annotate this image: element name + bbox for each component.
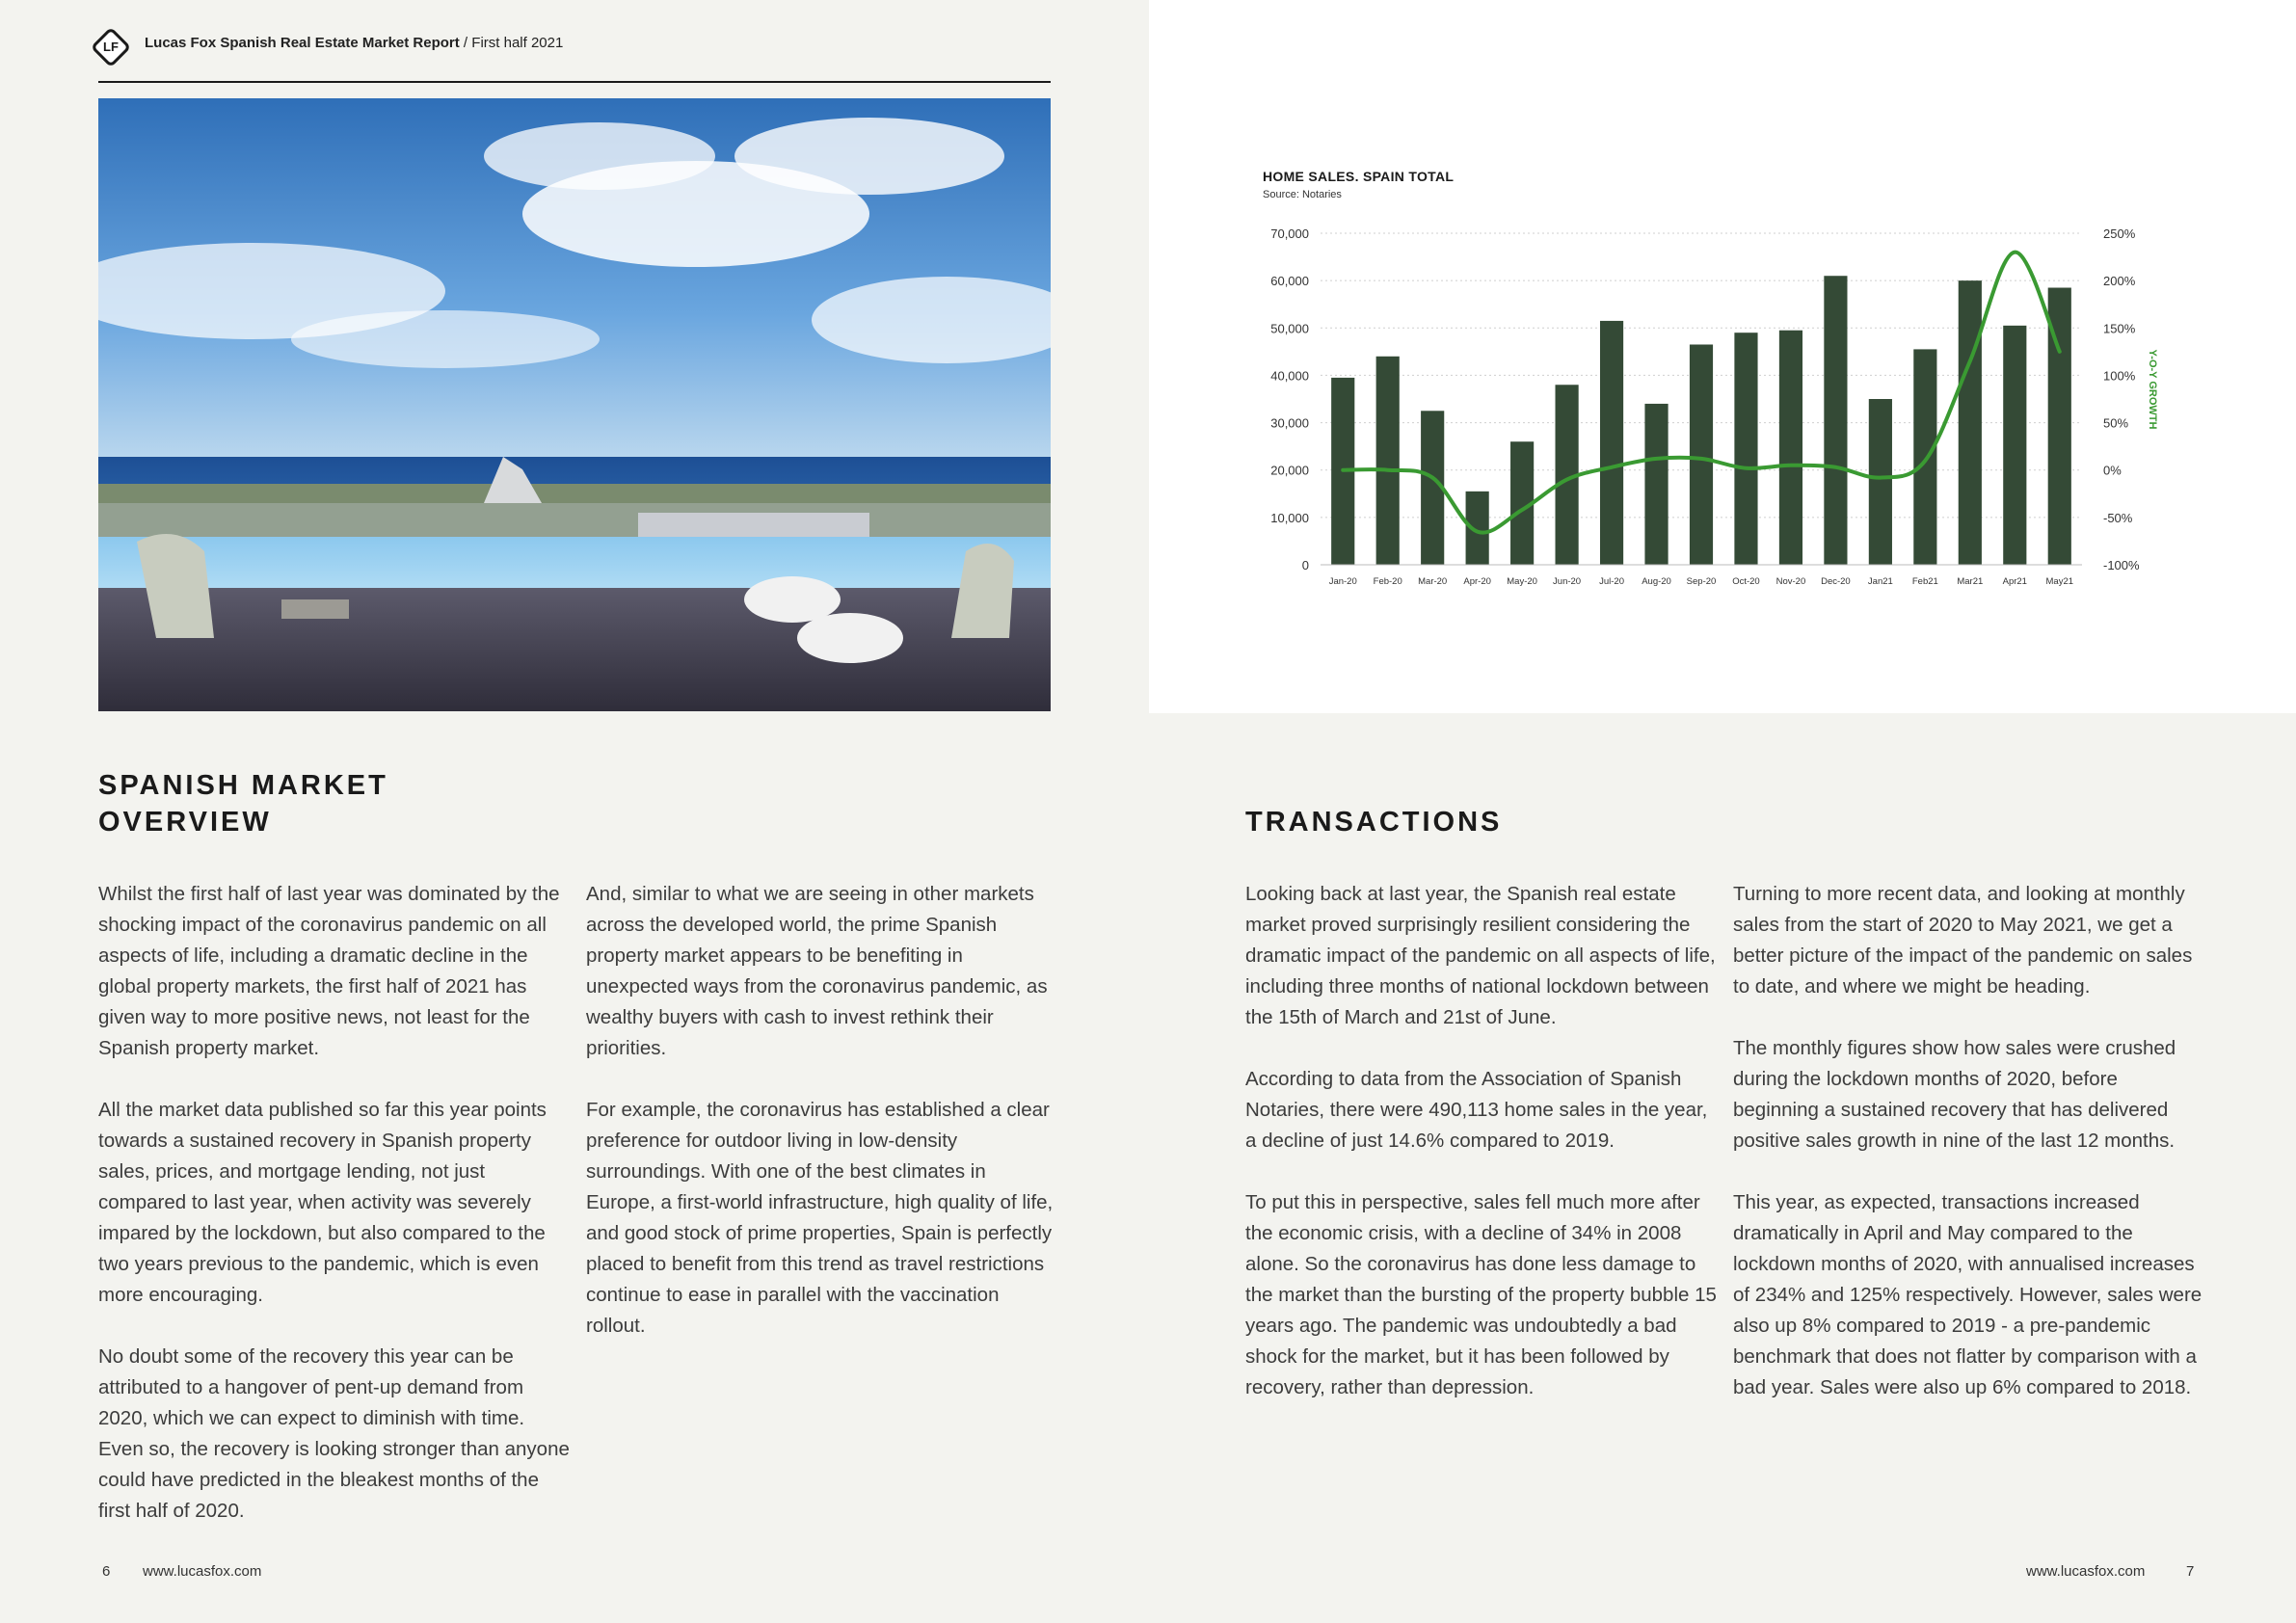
- bar: [1913, 349, 1936, 565]
- y2-tick-label: 200%: [2103, 274, 2136, 289]
- x-tick-label: May-20: [1507, 576, 1537, 587]
- y-tick-label: 50,000: [1270, 321, 1309, 336]
- bar: [1824, 276, 1847, 565]
- section-heading-market-overview: [98, 767, 388, 840]
- x-tick-label: Apr-20: [1463, 576, 1491, 587]
- bar: [1734, 333, 1757, 565]
- paragraph: To put this in perspective, sales fell much more after the economic crisis, with a decline of 34% in 2008 alone. So the coronavirus has done less damage to the market than the bursting of the property bubble 15 years ago. The pandemic was undoubtedly a bad shock for the market, but it has been followed by recovery, rather than depression.: [1245, 1191, 1717, 1398]
- x-tick-label: May21: [2045, 576, 2074, 587]
- home-sales-chart: [1243, 212, 2169, 607]
- y2-tick-label: 100%: [2103, 368, 2136, 384]
- y-tick-label: 10,000: [1270, 510, 1309, 525]
- x-tick-label: Aug-20: [1642, 576, 1671, 587]
- x-tick-label: Nov-20: [1775, 576, 1806, 587]
- website-link-right[interactable]: www.lucasfox.com: [2026, 1563, 2146, 1580]
- x-tick-label: Jan21: [1867, 576, 1893, 587]
- paragraph: Whilst the first half of last year was dominated by the shocking impact of the coronavirus pandemic on all aspects of life, including a dramatic decline in the global property markets, the first half of 2021 has given way to more positive news, not least for the Spanish property market.: [98, 883, 560, 1059]
- overview-column-1: [98, 879, 571, 1557]
- bar: [1376, 357, 1400, 565]
- paragraph: Turning to more recent data, and looking at monthly sales from the start of 2020 to May 2021, we get a better picture of the impact of the pandemic on sales to date, and where we might be heading.: [1733, 883, 2193, 998]
- paragraph: The monthly figures show how sales were crushed during the lockdown months of 2020, before beginning a sustained recovery that has delivered positive sales growth in nine of the last 12 months.: [1733, 1037, 2176, 1152]
- y-tick-label: 0: [1301, 558, 1309, 572]
- x-tick-label: Jun-20: [1553, 576, 1582, 587]
- transactions-column-2: [1733, 879, 2205, 1434]
- bar: [2003, 326, 2026, 565]
- y2-tick-label: 250%: [2103, 226, 2136, 241]
- report-period: First half 2021: [471, 35, 564, 51]
- overview-column-2: [586, 879, 1058, 1372]
- chart-title: HOME SALES. SPAIN TOTAL: [1263, 169, 1455, 184]
- x-tick-label: Sep-20: [1686, 576, 1717, 587]
- y-tick-label: 20,000: [1270, 463, 1309, 478]
- bar: [1690, 344, 1713, 565]
- rooftop-pool-photo: [98, 98, 1051, 711]
- y-tick-label: 70,000: [1270, 226, 1309, 241]
- y2-tick-label: 50%: [2103, 415, 2129, 431]
- x-tick-label: Jan-20: [1328, 576, 1357, 587]
- x-tick-label: Dec-20: [1821, 576, 1851, 587]
- transactions-column-1: [1245, 879, 1718, 1434]
- y-tick-label: 30,000: [1270, 415, 1309, 431]
- x-tick-label: Oct-20: [1732, 576, 1760, 587]
- heading-line-2: OVERVIEW: [98, 807, 272, 838]
- y-tick-label: 40,000: [1270, 368, 1309, 384]
- y2-tick-label: 0%: [2103, 463, 2122, 478]
- y2-tick-label: -100%: [2103, 558, 2140, 572]
- bar: [1644, 404, 1668, 565]
- header-divider: [98, 81, 1051, 83]
- paragraph: This year, as expected, transactions increased dramatically in April and May compared to the lockdown months of 2020, with annualised increases of 234% and 125% respectively. However, sales were also up 8% compared to 2019 - a pre-pandemic benchmark that does not flatter by comparison with a bad year. Sales were also up 6% compared to 2018.: [1733, 1191, 2203, 1398]
- y2-tick-label: 150%: [2103, 321, 2136, 336]
- paragraph: All the market data published so far this year points towards a sustained recovery in Spanish property sales, prices, and mortgage lending, not just compared to last year, when activity was severely impared by the lockdown, but also compared to the two years previous to the pandemic, which is even more encouraging.: [98, 1099, 547, 1306]
- bar: [1779, 331, 1802, 565]
- chart-source: Source: Notaries: [1263, 189, 1342, 200]
- page-number-left: 6: [102, 1563, 111, 1580]
- bar: [1600, 321, 1623, 565]
- report-title: Lucas Fox Spanish Real Estate Market Report: [145, 35, 460, 51]
- paragraph: And, similar to what we are seeing in other markets across the developed world, the prime Spanish property market appears to be benefiting in unexpected ways from the coronavirus pandemic, as wealthy buyers with cash to invest rethink their priorities.: [586, 883, 1048, 1059]
- paragraph: For example, the coronavirus has established a clear preference for outdoor living in low-density surroundings. With one of the best climates in Europe, a first-world infrastructure, high quality of life, and good stock of prime properties, Spain is perfectly placed to benefit from this trend as travel restrictions continue to ease in parallel with the vaccination rollout.: [586, 1099, 1054, 1337]
- paragraph: Looking back at last year, the Spanish real estate market proved surprisingly resilient considering the dramatic impact of the pandemic on all aspects of life, including three months of national lockdown between the 15th of March and 21st of June.: [1245, 883, 1716, 1028]
- report-header: [145, 35, 563, 51]
- x-tick-label: Apr21: [2002, 576, 2027, 587]
- x-tick-label: Feb21: [1911, 576, 1938, 587]
- x-tick-label: Mar-20: [1418, 576, 1448, 587]
- y-tick-label: 60,000: [1270, 274, 1309, 289]
- bar: [1869, 399, 1892, 565]
- x-tick-label: Mar21: [1957, 576, 1984, 587]
- heading-line-1: SPANISH MARKET: [98, 770, 388, 801]
- y2-tick-label: -50%: [2103, 510, 2133, 525]
- bar: [1959, 280, 1982, 565]
- paragraph: No doubt some of the recovery this year can be attributed to a hangover of pent-up demand from 2020, which we can expect to diminish with time. Even so, the recovery is looking stronger than anyone could have predicted in the bleakest months of the first half of 2020.: [98, 1345, 570, 1522]
- y2-axis-label: Y-O-Y GROWTH: [2147, 349, 2158, 430]
- header-separator: /: [459, 35, 472, 51]
- paragraph: According to data from the Association of Spanish Notaries, there were 490,113 home sales in the year, a decline of just 14.6% compared to 2019.: [1245, 1068, 1708, 1152]
- logo-lettering: LF: [103, 40, 119, 54]
- website-link-left[interactable]: www.lucasfox.com: [143, 1563, 262, 1580]
- x-tick-label: Jul-20: [1599, 576, 1624, 587]
- section-heading-transactions: TRANSACTIONS: [1245, 807, 1503, 838]
- page-number-right: 7: [2186, 1563, 2195, 1580]
- x-tick-label: Feb-20: [1373, 576, 1402, 587]
